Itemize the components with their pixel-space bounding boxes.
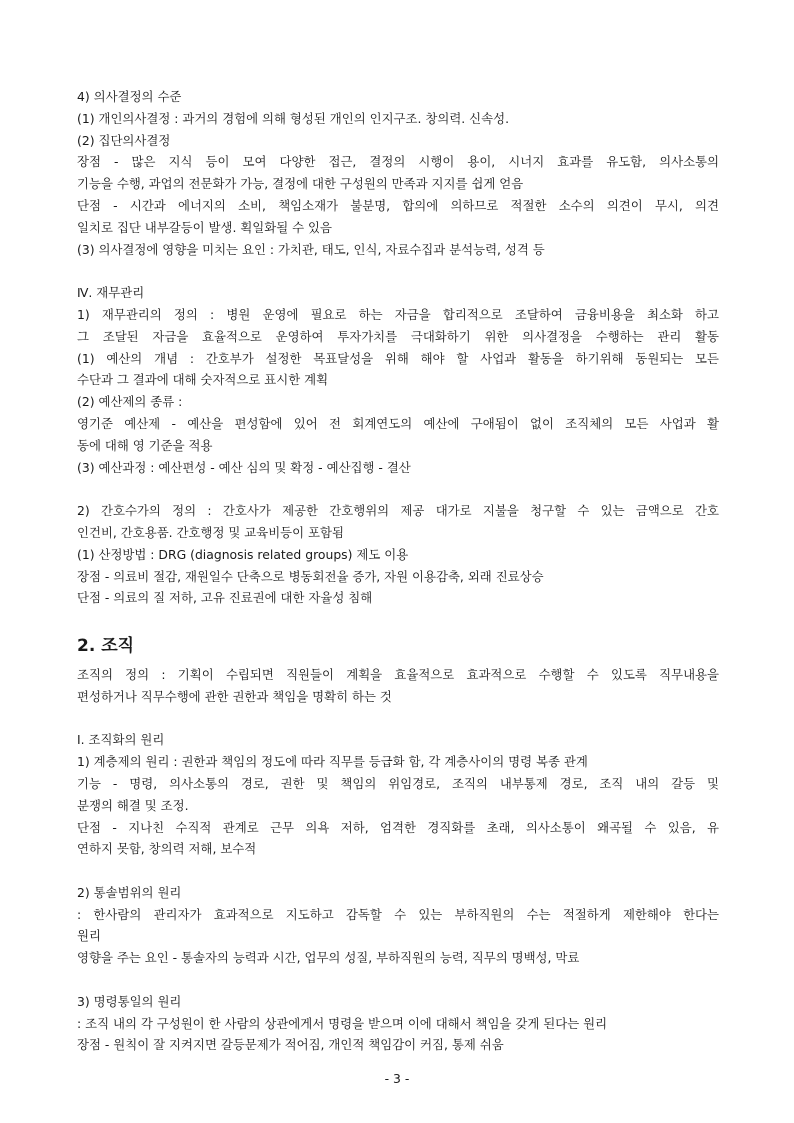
page-number: - 3 -	[384, 1071, 410, 1086]
blank-line	[77, 708, 719, 730]
text-line: 편성하거나 직무수행에 관한 권한과 책임을 명확히 하는 것	[77, 688, 392, 704]
text-line: (1) 예산의 개념 : 간호부가 설정한 목표달성을 위해 해야 할 사업과 활동을 하기위해 동원되는 모든	[77, 350, 719, 366]
text-line: 단점 - 시간과 에너지의 소비, 책임소재가 불분명, 합의에 의하므로 적절한 소수의 의견이 무시, 의견	[77, 197, 719, 213]
blank-line	[77, 860, 719, 882]
text-line: 일치로 집단 내부갈등이 발생. 획일화될 수 있음	[77, 219, 332, 235]
text-line: : 조직 내의 각 구성원이 한 사람의 상관에게서 명령을 받으며 이에 대해서 책임을 갖게 된다는 원리	[77, 1015, 608, 1031]
subsection-heading: Ⅰ. 조직화의 원리	[77, 732, 165, 748]
text-line: : 한사람의 관리자가 효과적으로 지도하고 감독할 수 있는 부하직원의 수는 적절하게 제한해야 한다는	[77, 906, 719, 922]
text-line: (1) 개인의사결정 : 과거의 경험에 의해 형성된 개인의 인지구조. 창의력. 신속성.	[77, 110, 510, 126]
text-line: 1) 계층제의 원리 : 권한과 책임의 정도에 따라 직무를 등급화 함, 각 계층사이의 명령 복종 관계	[77, 754, 588, 770]
text-line: 장점 - 많은 지식 등이 모여 다양한 접근, 결정의 시행이 용이, 시너지 효과를 유도함, 의사소통의	[77, 154, 719, 170]
text-line: 2) 간호수가의 정의 : 간호사가 제공한 간호행위의 제공 대가로 지불을 청구할 수 있는 금액으로 간호	[77, 503, 719, 519]
text-line: 수단과 그 결과에 대해 숫자적으로 표시한 계획	[77, 372, 329, 388]
section-organization	[77, 664, 719, 1056]
text-line: 그 조달된 자금을 효율적으로 운영하여 투자가치를 극대화하기 위한 의사결정을 수행하는 관리 활동	[77, 328, 719, 344]
text-line: 2) 통솔범위의 원리	[77, 884, 182, 900]
text-line: 연하지 못함, 창의력 저해, 보수적	[77, 841, 257, 857]
text-line: 분쟁의 해결 및 조정.	[77, 797, 189, 813]
section-title: 2. 조직	[77, 635, 135, 656]
blank-line	[77, 969, 719, 991]
text-line: 단점 - 의료의 질 저하, 고유 진료권에 대한 자율성 침해	[77, 590, 373, 606]
text-line: (2) 예산제의 종류 :	[77, 394, 183, 410]
text-line: 단점 - 지나친 수직적 관계로 근무 의욕 저하, 엄격한 경직화를 초래, 의사소통이 왜곡될 수 있음, 유	[77, 819, 719, 835]
text-line: (1) 산정방법 : DRG (diagnosis related groups) 제도 이용	[77, 546, 409, 562]
section-heading-finance: Ⅳ. 재무관리	[77, 285, 145, 301]
text-line: 4) 의사결정의 수준	[77, 89, 182, 104]
text-line: 기능을 수행, 과업의 전문화가 가능, 결정에 대한 구성원의 만족과 지지를 쉽게 얻음	[77, 176, 524, 192]
text-line: 기능 - 명령, 의사소통의 경로, 권한 및 책임의 위임경로, 조직의 내부통제 경로, 조직 내의 갈등 및	[77, 775, 719, 791]
blank-line	[77, 609, 719, 631]
text-line: 영향을 주는 요인 - 통솔자의 능력과 시간, 업무의 성질, 부하직원의 능력, 직무의 명백성, 막료	[77, 950, 580, 966]
text-line: 영기준 예산제 - 예산을 편성함에 있어 전 회계연도의 예산에 구애됨이 없이 조직체의 모든 사업과 활	[77, 415, 719, 431]
text-line: 3) 명령통일의 원리	[77, 993, 182, 1009]
text-line: 장점 - 원칙이 잘 지켜지면 갈등문제가 적어짐, 개인적 책임감이 커짐, 통제 쉬움	[77, 1037, 504, 1053]
blank-line	[77, 260, 719, 282]
text-line: (3) 의사결정에 영향을 미치는 요인 : 가치관, 태도, 인식, 자료수집과 분석능력, 성격 등	[77, 241, 545, 257]
text-line: 장점 - 의료비 절감, 재원일수 단축으로 병동회전율 증가, 자원 이용감축, 외래 진료상승	[77, 568, 544, 584]
text-line: (2) 집단의사결정	[77, 132, 171, 148]
text-line: 동에 대해 영 기준을 적용	[77, 437, 213, 453]
document-body	[77, 86, 719, 1056]
text-line: 원리	[77, 928, 101, 944]
text-line: 인건비, 간호용품. 간호행정 및 교육비등이 포함됨	[77, 524, 344, 540]
blank-line	[77, 478, 719, 500]
text-line: 조직의 정의 : 기획이 수립되면 직원들이 계획을 효율적으로 효과적으로 수행할 수 있도록 직무내용을	[77, 666, 719, 682]
section-top	[77, 86, 719, 631]
text-line: 1) 재무관리의 정의 : 병원 운영에 필요로 하는 자금을 합리적으로 조달하여 금융비용을 최소화 하고	[77, 306, 719, 322]
text-line: (3) 예산과정 : 예산편성 - 예산 심의 및 확정 - 예산집행 - 결산	[77, 459, 411, 475]
